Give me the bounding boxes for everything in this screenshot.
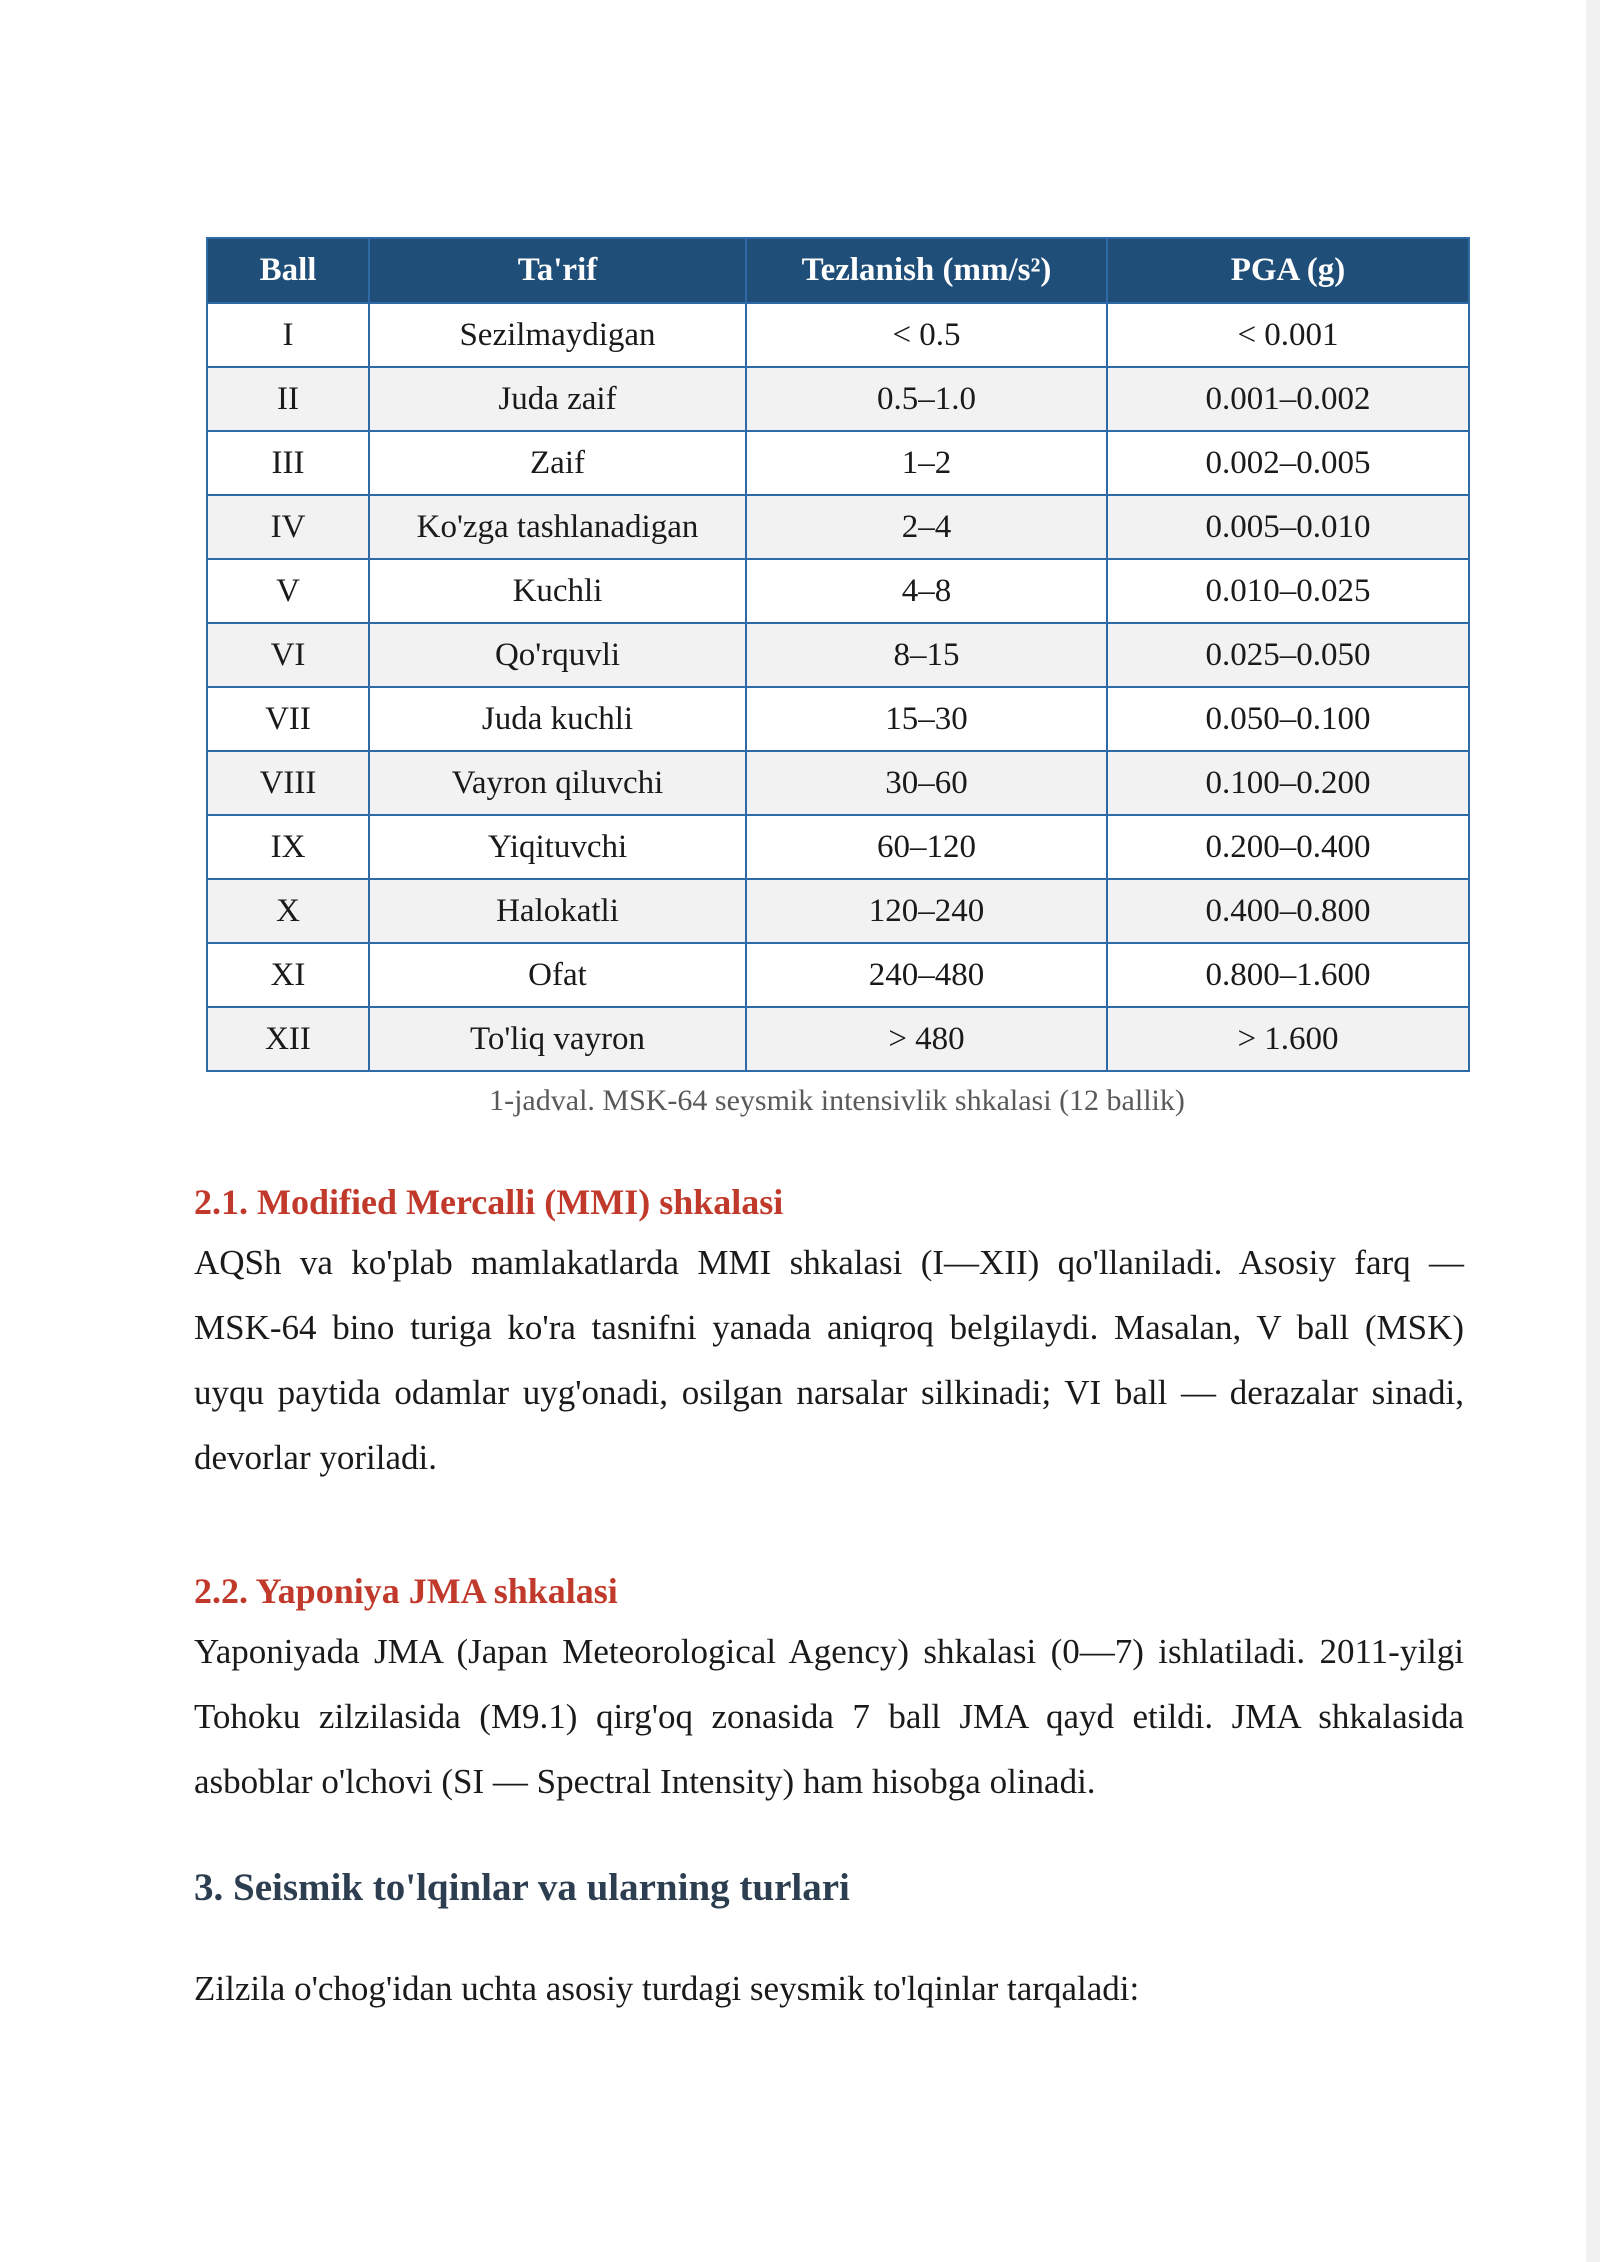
page-edge (1586, 0, 1600, 2262)
cell-ball: XI (207, 943, 369, 1007)
cell-tarif: Juda zaif (369, 367, 746, 431)
cell-ball: VIII (207, 751, 369, 815)
cell-pga: 0.100–0.200 (1107, 751, 1469, 815)
section-2-1-title: 2.1. Modified Mercalli (MMI) shkalasi (194, 1182, 784, 1222)
table-row (207, 815, 1469, 879)
header-tarif: Ta'rif (369, 238, 746, 303)
cell-ball: X (207, 879, 369, 943)
table-row (207, 431, 1469, 495)
header-tezlanish: Tezlanish (mm/s²) (746, 238, 1107, 303)
cell-tezlanish: 120–240 (746, 879, 1107, 943)
cell-tezlanish: < 0.5 (746, 303, 1107, 367)
cell-ball: VII (207, 687, 369, 751)
cell-tarif: Juda kuchli (369, 687, 746, 751)
section-3-paragraph: Zilzila o'chog'idan uchta asosiy turdagi seysmik to'lqinlar tarqaladi: (194, 1969, 1140, 2008)
cell-pga: 0.010–0.025 (1107, 559, 1469, 623)
cell-tarif: Ko'zga tashlanadigan (369, 495, 746, 559)
cell-tezlanish: 15–30 (746, 687, 1107, 751)
section-2-2 (194, 1567, 1464, 1814)
cell-pga: 0.002–0.005 (1107, 431, 1469, 495)
table-row (207, 751, 1469, 815)
cell-tezlanish: 1–2 (746, 431, 1107, 495)
cell-tezlanish: 30–60 (746, 751, 1107, 815)
header-pga: PGA (g) (1107, 238, 1469, 303)
cell-pga: 0.005–0.010 (1107, 495, 1469, 559)
header-ball: Ball (207, 238, 369, 303)
cell-tezlanish: 2–4 (746, 495, 1107, 559)
table-caption: 1-jadval. MSK-64 seysmik intensivlik shkalasi (12 ballik) (489, 1084, 1185, 1117)
cell-tarif: Ofat (369, 943, 746, 1007)
cell-ball: VI (207, 623, 369, 687)
cell-ball: II (207, 367, 369, 431)
cell-tezlanish: 0.5–1.0 (746, 367, 1107, 431)
cell-pga: 0.001–0.002 (1107, 367, 1469, 431)
cell-ball: IX (207, 815, 369, 879)
cell-tarif: Kuchli (369, 559, 746, 623)
cell-tarif: Qo'rquvli (369, 623, 746, 687)
table-row (207, 879, 1469, 943)
cell-tarif: Yiqituvchi (369, 815, 746, 879)
section-2-1-paragraph: AQSh va ko'plab mamlakatlarda MMI shkalasi (I—XII) qo'llaniladi. Asosiy farq — MSK-64 bino turiga ko'ra tasnifni yanada aniqroq belgilaydi. Masalan, V ball (MSK) uyqu paytida odamlar uyg'onadi, osilgan narsalar silkinadi; VI ball — derazalar sinadi, devorlar yoriladi. (194, 1243, 1464, 1477)
cell-pga: > 1.600 (1107, 1007, 1469, 1071)
section-3-title: 3. Seismik to'lqinlar va ularning turlari (194, 1866, 850, 1909)
cell-tarif: Halokatli (369, 879, 746, 943)
cell-ball: I (207, 303, 369, 367)
cell-ball: III (207, 431, 369, 495)
table-row (207, 559, 1469, 623)
cell-tarif: Sezilmaydigan (369, 303, 746, 367)
cell-pga: 0.800–1.600 (1107, 943, 1469, 1007)
cell-tarif: To'liq vayron (369, 1007, 746, 1071)
cell-ball: XII (207, 1007, 369, 1071)
cell-tezlanish: 60–120 (746, 815, 1107, 879)
table-row (207, 367, 1469, 431)
cell-pga: 0.200–0.400 (1107, 815, 1469, 879)
section-2-2-title: 2.2. Yaponiya JMA shkalasi (194, 1571, 618, 1611)
table-header-row (207, 238, 1469, 303)
cell-tezlanish: 4–8 (746, 559, 1107, 623)
section-2-2-paragraph: Yaponiyada JMA (Japan Meteorological Agency) shkalasi (0—7) ishlatiladi. 2011-yilgi Tohoku zilzilasida (M9.1) qirg'oq zonasida 7 ball JMA qayd etildi. JMA shkalasida asboblar o'lchovi (SI — Spectral Intensity) ham hisobga olinadi. (194, 1632, 1464, 1801)
table-row (207, 623, 1469, 687)
table-body (207, 303, 1469, 1071)
cell-tezlanish: 240–480 (746, 943, 1107, 1007)
section-3 (194, 1862, 1464, 2021)
cell-ball: IV (207, 495, 369, 559)
msk64-intensity-table (206, 237, 1470, 1072)
cell-pga: 0.025–0.050 (1107, 623, 1469, 687)
table-row (207, 495, 1469, 559)
cell-tezlanish: > 480 (746, 1007, 1107, 1071)
intensity-table-block (206, 237, 1468, 1118)
cell-ball: V (207, 559, 369, 623)
cell-pga: < 0.001 (1107, 303, 1469, 367)
cell-tarif: Zaif (369, 431, 746, 495)
table-row (207, 1007, 1469, 1071)
cell-tezlanish: 8–15 (746, 623, 1107, 687)
table-row (207, 303, 1469, 367)
cell-pga: 0.050–0.100 (1107, 687, 1469, 751)
section-2-1 (194, 1178, 1464, 1490)
table-row (207, 687, 1469, 751)
cell-pga: 0.400–0.800 (1107, 879, 1469, 943)
cell-tarif: Vayron qiluvchi (369, 751, 746, 815)
table-row (207, 943, 1469, 1007)
